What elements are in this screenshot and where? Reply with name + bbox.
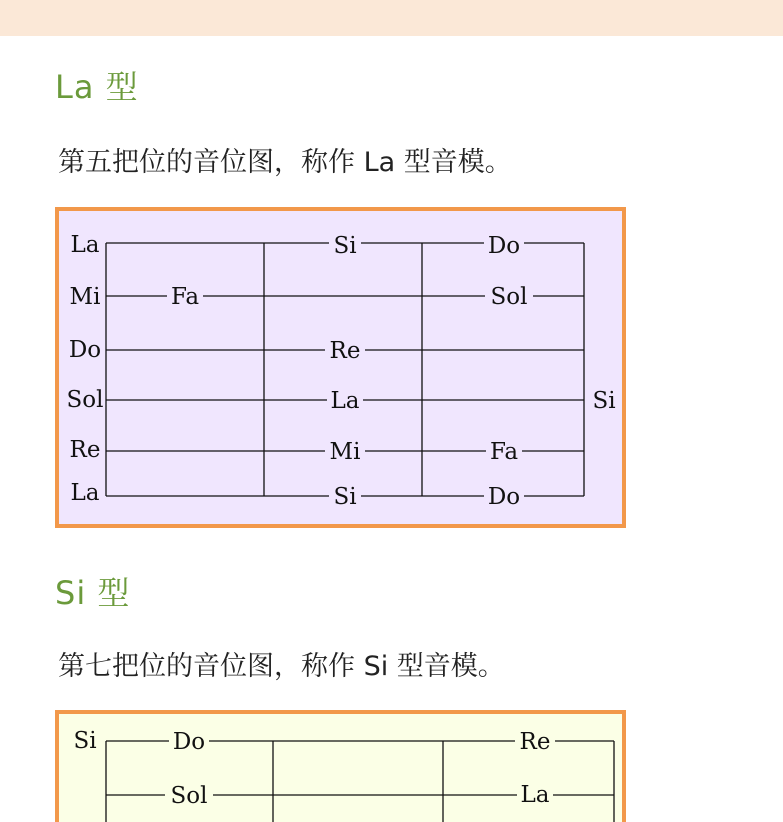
string-label: La xyxy=(70,232,100,258)
section-heading-si: Si 型 xyxy=(55,574,131,612)
note-label: Do xyxy=(172,729,206,755)
section-description-la: 第五把位的音位图，称作 La 型音模。 xyxy=(58,147,512,178)
fretboard-diagram-si xyxy=(55,710,626,822)
note-label: Mi xyxy=(329,439,361,465)
note-label: La xyxy=(520,782,550,808)
note-label: Sol xyxy=(170,783,208,809)
string-label: Si xyxy=(73,728,97,754)
string-label: Mi xyxy=(69,284,101,310)
note-label: Do xyxy=(487,233,521,259)
string-label: Re xyxy=(69,437,101,463)
note-label: Sol xyxy=(490,284,528,310)
note-label: Si xyxy=(333,484,357,510)
note-label: Fa xyxy=(489,439,519,465)
note-label: Re xyxy=(329,338,361,364)
note-label: Si xyxy=(333,233,357,259)
note-label: Fa xyxy=(170,284,200,310)
section-heading-la: La 型 xyxy=(55,68,139,106)
note-label: Re xyxy=(519,729,551,755)
top-banner xyxy=(0,0,783,36)
right-note-label: Si xyxy=(592,388,616,414)
fretboard-diagram-la xyxy=(55,207,626,528)
string-label: Sol xyxy=(66,387,104,413)
string-label: La xyxy=(70,480,100,506)
string-label: Do xyxy=(68,337,102,363)
note-label: Do xyxy=(487,484,521,510)
section-description-si: 第七把位的音位图，称作 Si 型音模。 xyxy=(58,651,505,682)
note-label: La xyxy=(330,388,360,414)
